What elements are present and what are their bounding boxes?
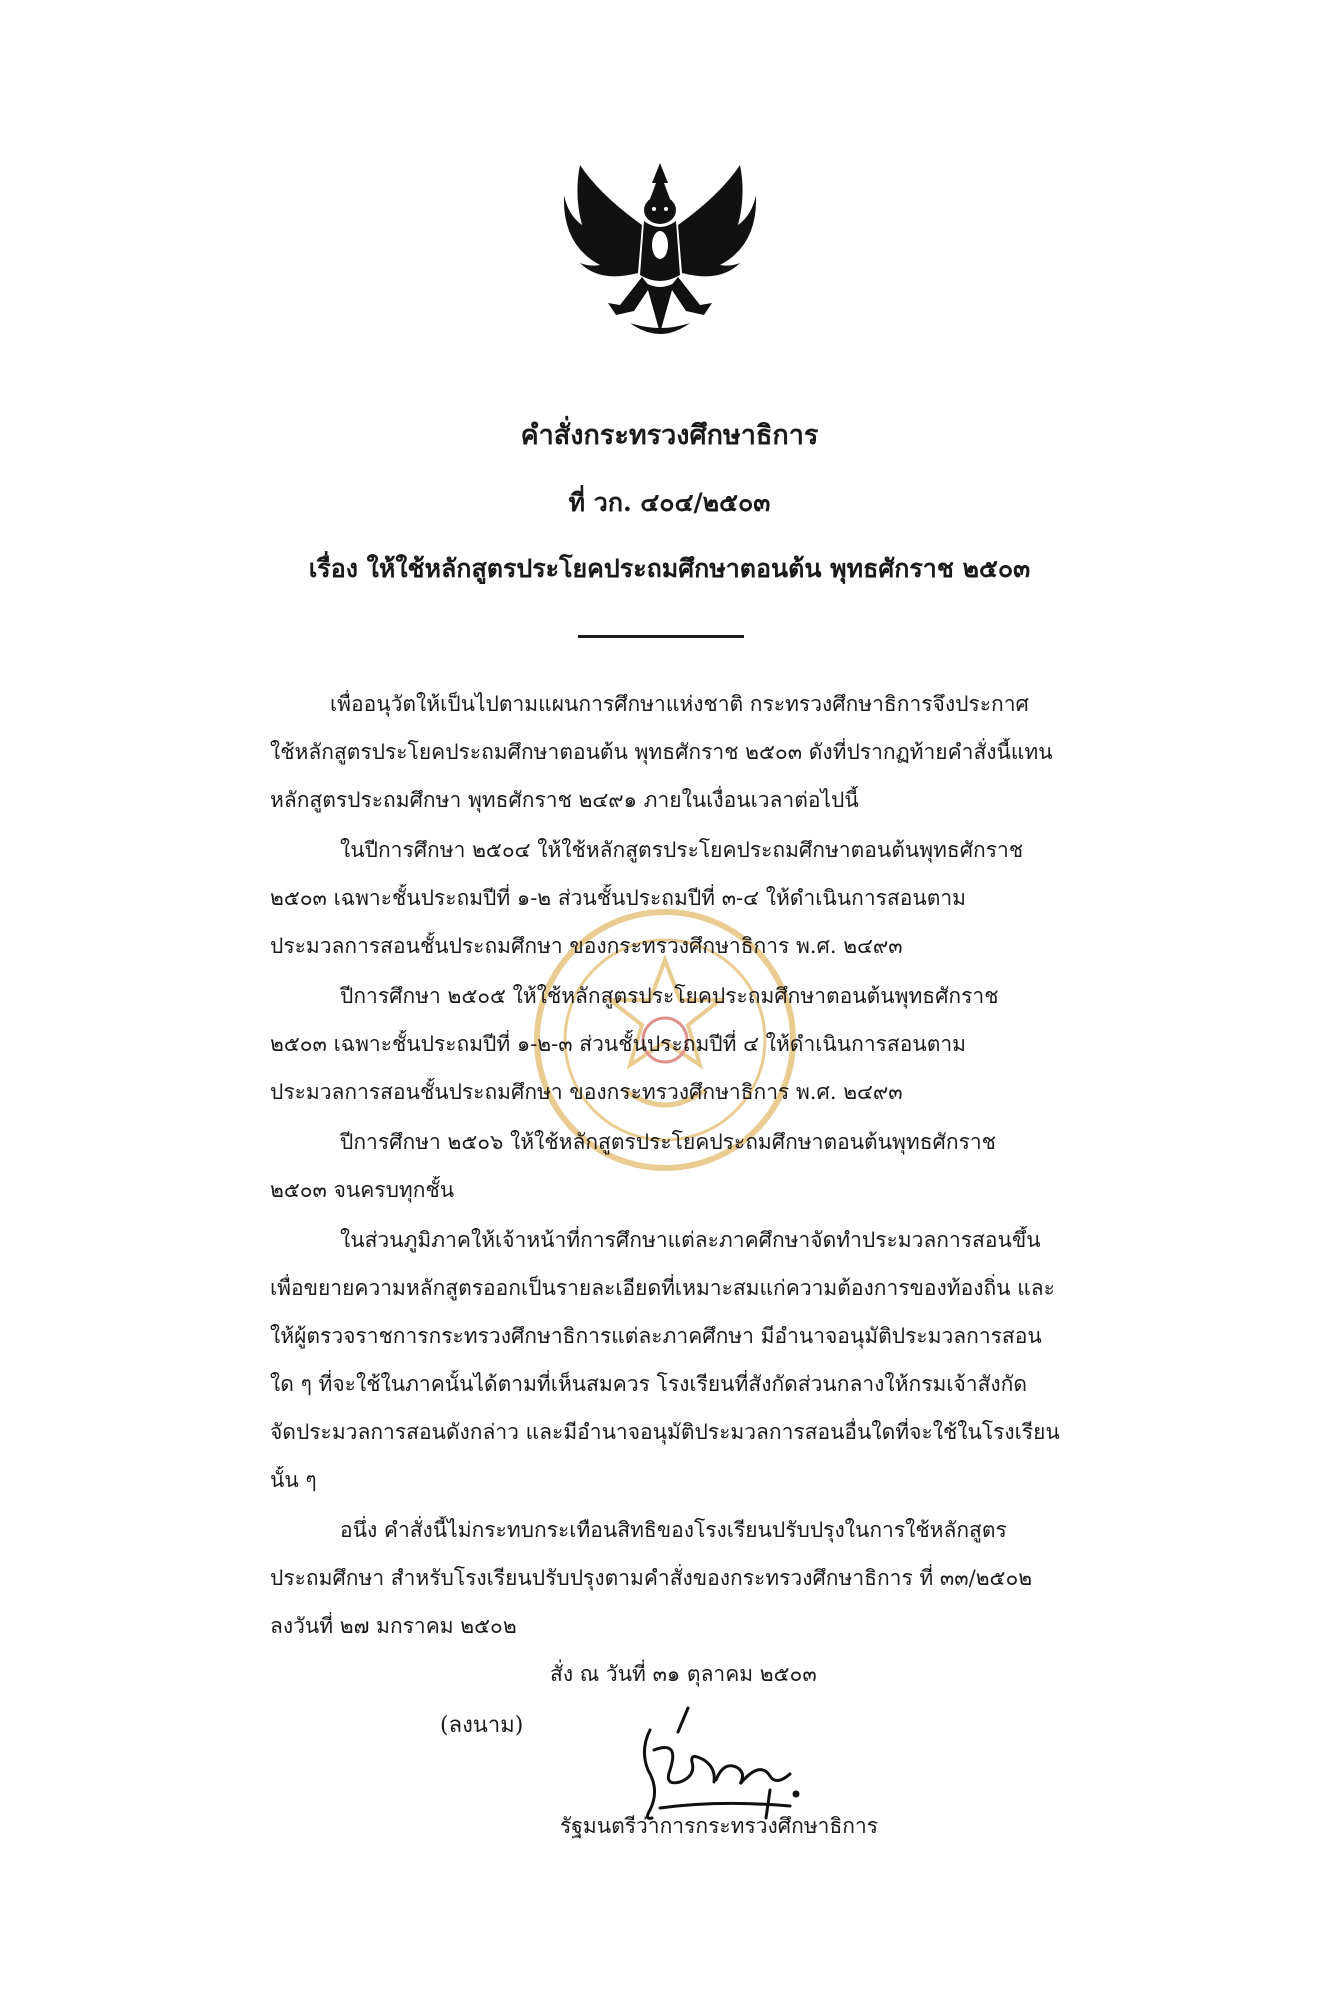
body-line-8: ๒๕๐๓ เฉพาะชั้นประถมปีที่ ๑-๒-๓ ส่วนชั้นประถมปีที่ ๔ ให้ดำเนินการสอนตาม — [270, 1032, 966, 1056]
body-line-5: ๒๕๐๓ เฉพาะชั้นประถมปีที่ ๑-๒ ส่วนชั้นประถมปีที่ ๓-๔ ให้ดำเนินการสอนตาม — [270, 886, 966, 910]
document-number: ที่ วก. ๔๐๔/๒๕๐๓ — [568, 488, 771, 517]
body-line-17: นั้น ๆ — [270, 1468, 317, 1492]
body-line-7: ปีการศึกษา ๒๕๐๕ ให้ใช้หลักสูตรประโยคประถมศึกษาตอนต้นพุทธศักราช — [340, 984, 999, 1008]
body-line-10: ปีการศึกษา ๒๕๐๖ ให้ใช้หลักสูตรประโยคประถมศึกษาตอนต้นพุทธศักราช — [340, 1130, 996, 1154]
body-line-12: ในส่วนภูมิภาคให้เจ้าหน้าที่การศึกษาแต่ละภาคศึกษาจัดทำประมวลการสอนขึ้น — [340, 1228, 1041, 1252]
document-subject: เรื่อง ให้ใช้หลักสูตรประโยคประถมศึกษาตอนต้น พุทธศักราช ๒๕๐๓ — [308, 554, 1031, 583]
body-line-16: จัดประมวลการสอนดังกล่าว และมีอำนาจอนุมัติประมวลการสอนอื่นใดที่จะใช้ในโรงเรียน — [270, 1420, 1060, 1444]
signatory-position: รัฐมนตรีว่าการกระทรวงศึกษาธิการ — [560, 1814, 879, 1838]
body-line-13: เพื่อขยายความหลักสูตรออกเป็นรายละเอียดที่เหมาะสมแก่ความต้องการของท้องถิ่น และ — [270, 1276, 1055, 1300]
body-line-9: ประมวลการสอนชั้นประถมศึกษา ของกระทรวงศึกษาธิการ พ.ศ. ๒๔๙๓ — [270, 1080, 903, 1104]
body-line-1: เพื่ออนุวัตให้เป็นไปตามแผนการศึกษาแห่งชาติ กระทรวงศึกษาธิการจึงประกาศ — [330, 692, 1029, 716]
body-line-15: ใด ๆ ที่จะใช้ในภาคนั้นได้ตามที่เห็นสมควร โรงเรียนที่สังกัดส่วนกลางให้กรมเจ้าสังกัด — [270, 1372, 1028, 1396]
body-line-19: ประถมศึกษา สำหรับโรงเรียนปรับปรุงตามคำสั่งของกระทรวงศึกษาธิการ ที่ ๓๓/๒๕๐๒ — [270, 1566, 1033, 1590]
body-line-6: ประมวลการสอนชั้นประถมศึกษา ของกระทรวงศึกษาธิการ พ.ศ. ๒๔๙๓ — [270, 934, 903, 958]
body-line-3: หลักสูตรประถมศึกษา พุทธศักราช ๒๔๙๑ ภายในเงื่อนเวลาต่อไปนี้ — [270, 788, 859, 812]
body-line-2: ใช้หลักสูตรประโยคประถมศึกษาตอนต้น พุทธศักราช ๒๕๐๓ ดังที่ปรากฏท้ายคำสั่งนี้แทน — [270, 740, 1053, 764]
signed-label: (ลงนาม) — [440, 1713, 524, 1738]
garuda-emblem-icon — [560, 155, 760, 345]
body-line-4: ในปีการศึกษา ๒๕๐๔ ให้ใช้หลักสูตรประโยคประถมศึกษาตอนต้นพุทธศักราช — [340, 838, 1024, 862]
body-line-18: อนึ่ง คำสั่งนี้ไม่กระทบกระเทือนสิทธิของโรงเรียนปรับปรุงในการใช้หลักสูตร — [340, 1518, 1007, 1542]
document-title: คำสั่งกระทรวงศึกษาธิการ — [520, 420, 819, 451]
header-divider — [578, 635, 744, 638]
body-line-14: ให้ผู้ตรวจราชการกระทรวงศึกษาธิการแต่ละภาคศึกษา มีอำนาจอนุมัติประมวลการสอน — [270, 1324, 1042, 1348]
body-line-11: ๒๕๐๓ จนครบทุกชั้น — [270, 1178, 455, 1202]
signing-date: สั่ง ณ วันที่ ๓๑ ตุลาคม ๒๕๐๓ — [550, 1662, 817, 1686]
body-line-20: ลงวันที่ ๒๗ มกราคม ๒๕๐๒ — [270, 1614, 517, 1638]
